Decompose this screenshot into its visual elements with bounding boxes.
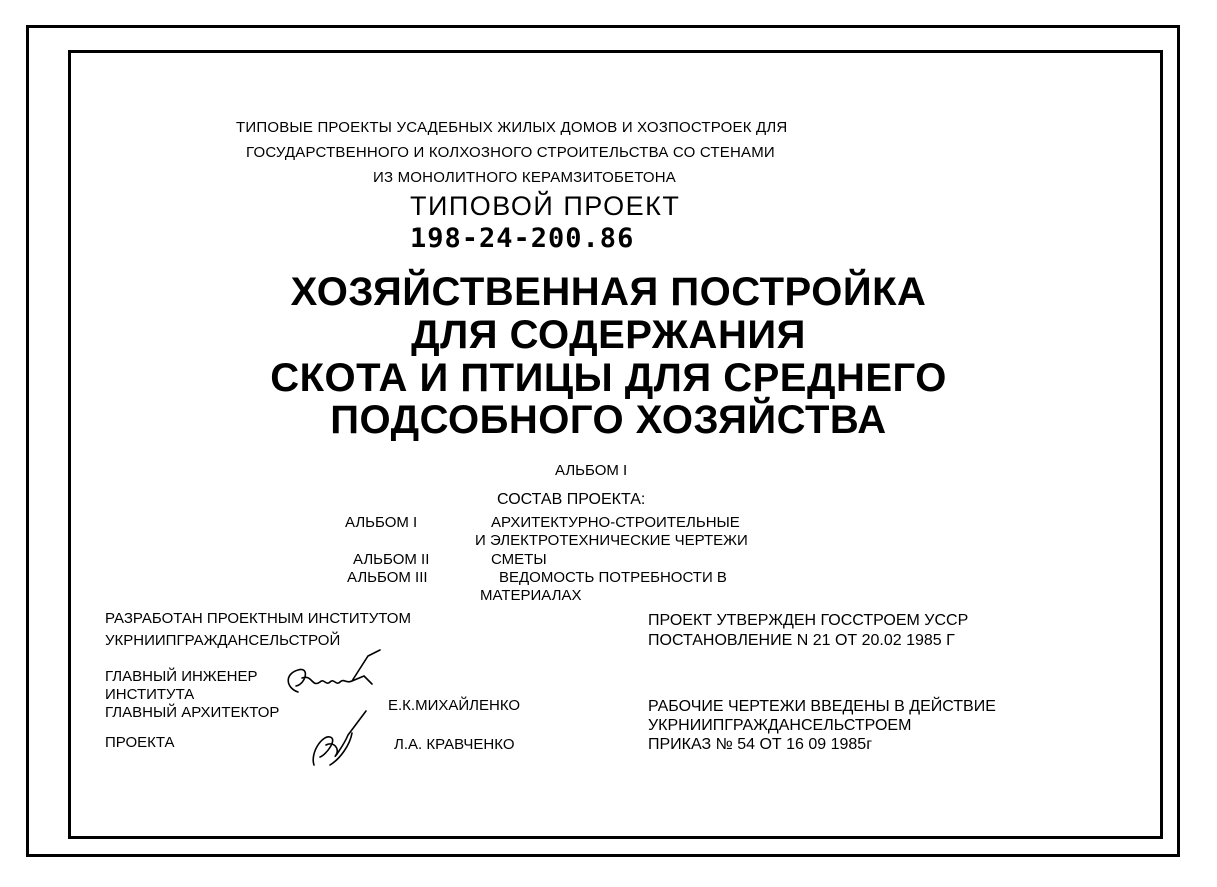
composition-album1-line2: И ЭЛЕКТРОТЕХНИЧЕСКИЕ ЧЕРТЕЖИ [475, 532, 748, 549]
series-line-1: ТИПОВЫЕ ПРОЕКТЫ УСАДЕБНЫХ ЖИЛЫХ ДОМОВ И ХОЗПОСТРОЕК ДЛЯ [236, 119, 788, 136]
composition-album3-line2: МАТЕРИАЛАХ [480, 587, 582, 604]
enactment-line-3: ПРИКАЗ № 54 ОТ 16 09 1985г [648, 736, 873, 753]
composition-album3-label: АЛЬБОМ III [347, 569, 428, 586]
chief-architect-signature [300, 705, 380, 773]
chief-architect-title-2: ПРОЕКТА [105, 734, 175, 751]
composition-album2-text: СМЕТЫ [491, 551, 547, 568]
developer-line-2: УКРНИИПГРАЖДАНСЕЛЬСТРОЙ [105, 632, 341, 649]
series-line-3: ИЗ МОНОЛИТНОГО КЕРАМЗИТОБЕТОНА [373, 169, 676, 186]
enactment-line-2: УКРНИИПГРАЖДАНСЕЛЬСТРОЕМ [648, 717, 912, 734]
main-title-line-3: СКОТА И ПТИЦЫ ДЛЯ СРЕДНЕГО [270, 356, 947, 400]
composition-heading: СОСТАВ ПРОЕКТА: [497, 491, 646, 508]
series-line-2: ГОСУДАРСТВЕННОГО И КОЛХОЗНОГО СТРОИТЕЛЬСТВА СО СТЕНАМИ [246, 144, 775, 161]
composition-album3-line1: ВЕДОМОСТЬ ПОТРЕБНОСТИ В [499, 569, 727, 586]
composition-album2-label: АЛЬБОМ II [353, 551, 430, 568]
chief-engineer-title-1: ГЛАВНЫЙ ИНЖЕНЕР [105, 668, 258, 685]
main-title-line-4: ПОДСОБНОГО ХОЗЯЙСТВА [330, 398, 887, 442]
approval-line-2: ПОСТАНОВЛЕНИЕ N 21 ОТ 20.02 1985 Г [648, 632, 955, 649]
main-title-line-1: ХОЗЯЙСТВЕННАЯ ПОСТРОЙКА [290, 270, 927, 314]
album-label: АЛЬБОМ I [555, 462, 628, 479]
chief-architect-title-1: ГЛАВНЫЙ АРХИТЕКТОР [105, 704, 280, 721]
chief-architect-name: Л.А. КРАВЧЕНКО [394, 736, 515, 753]
composition-album1-label: АЛЬБОМ I [345, 514, 418, 531]
approval-line-1: ПРОЕКТ УТВЕРЖДЕН ГОССТРОЕМ УССР [648, 612, 969, 629]
project-number: 198-24-200.86 [410, 223, 635, 254]
developer-line-1: РАЗРАБОТАН ПРОЕКТНЫМ ИНСТИТУТОМ [105, 610, 411, 627]
enactment-line-1: РАБОЧИЕ ЧЕРТЕЖИ ВВЕДЕНЫ В ДЕЙСТВИЕ [648, 698, 996, 715]
composition-album1-line1: АРХИТЕКТУРНО-СТРОИТЕЛЬНЫЕ [491, 514, 740, 531]
chief-engineer-signature [268, 648, 388, 708]
chief-engineer-name: Е.К.МИХАЙЛЕНКО [388, 697, 521, 714]
project-type: ТИПОВОЙ ПРОЕКТ [410, 191, 681, 221]
main-title-line-2: ДЛЯ СОДЕРЖАНИЯ [411, 313, 806, 357]
chief-engineer-title-2: ИНСТИТУТА [105, 686, 195, 703]
